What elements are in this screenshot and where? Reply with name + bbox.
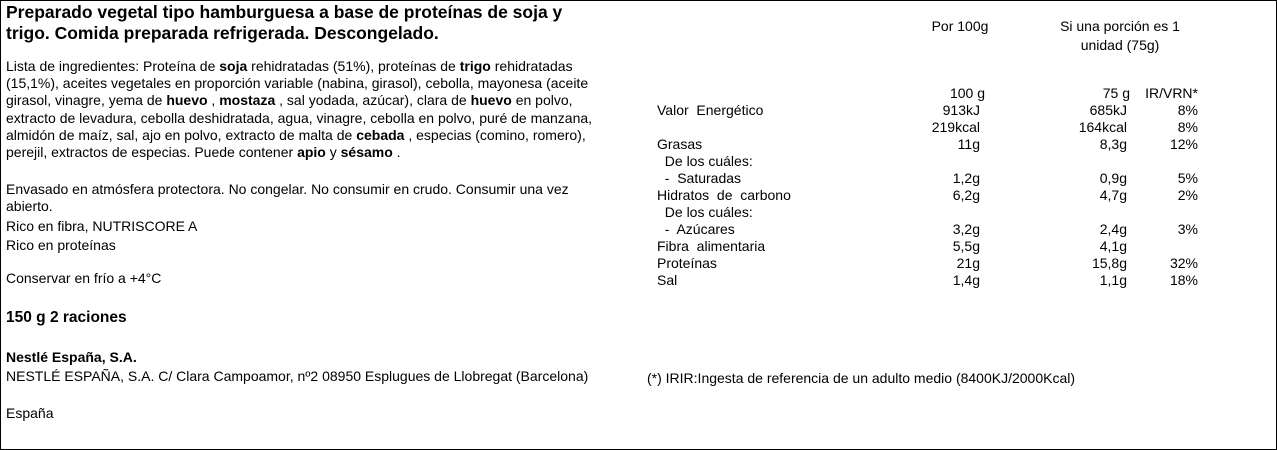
nutrient-label: - Saturadas: [657, 170, 742, 186]
nutrient-value-75g: 4,7g: [1099, 187, 1127, 203]
nutrient-label: Valor Energético: [657, 102, 764, 118]
product-title-line-1: Preparado vegetal tipo hamburguesa a base de proteínas de soja y: [6, 2, 563, 22]
allergen-text: apio: [297, 144, 326, 161]
col-header-ir: IR/VRN*: [1145, 85, 1198, 101]
nutrient-value-75g: 1,1g: [1099, 272, 1127, 288]
nutrient-value-75g: 0,9g: [1099, 170, 1127, 186]
nutrient-value-ir: 18%: [1169, 272, 1198, 288]
col-header-75g: 75 g: [1102, 85, 1130, 101]
nutrient-value-ir: 32%: [1169, 255, 1198, 271]
nutrient-label: Sal: [657, 272, 678, 288]
header-portion: [1040, 17, 1200, 55]
ingredient-text: y: [325, 144, 341, 161]
nutrient-label: De los cuáles:: [657, 204, 753, 220]
ingredient-text: en polvo, extracto de levadura, cebolla deshidratada, agua, vinagre, cebolla en polvo, puré de manzana, almidón de maíz, sal, ajo en polvo, extracto de malta de: [6, 92, 593, 143]
header-per-100g: Por 100g: [931, 18, 989, 34]
nutrient-value-100g: 5,5g: [952, 238, 980, 254]
nutrient-value-75g: 4,1g: [1099, 238, 1127, 254]
ingredient-text: Lista de ingredientes: Proteína de: [6, 58, 220, 74]
nutrient-value-75g: 2,4g: [1099, 221, 1127, 237]
nutrient-label: Grasas: [657, 136, 703, 152]
claim-proteinas: Rico en proteínas: [6, 237, 116, 253]
company-address: NESTLÉ ESPAÑA, S.A. C/ Clara Campoamor, nº2 08950 Esplugues de Llobregat (Barcelona): [6, 368, 589, 384]
storage-line-1: Envasado en atmósfera protectora. No congelar. No consumir en crudo. Consumir una vez: [6, 181, 569, 197]
nutrient-value-100g: 21g: [956, 255, 980, 271]
nutrient-value-ir: 8%: [1177, 102, 1198, 118]
nutrient-value-75g: 164kcal: [1078, 119, 1127, 135]
claim-fibra: Rico en fibra, NUTRISCORE A: [6, 218, 198, 234]
allergen-text: sésamo: [340, 144, 393, 161]
nutrient-label: Proteínas: [657, 255, 717, 271]
nutrient-value-100g: 3,2g: [952, 221, 980, 237]
ingredient-text: rehidratadas (15,1%), aceites vegetales en proporción variable (nabina, girasol), cebolla, mayonesa (aceite girasol, vinagre, yema de: [6, 58, 589, 109]
nutrient-value-75g: 685kJ: [1089, 102, 1127, 118]
allergen-text: trigo: [459, 58, 491, 74]
ingredient-text: .: [392, 144, 401, 161]
allergen-text: mostaza: [219, 92, 276, 109]
reference-footnote: (*) IRIR:Ingesta de referencia de un adulto medio (8400KJ/2000Kcal): [647, 370, 1076, 386]
allergen-text: cebada: [356, 126, 405, 143]
nutrient-value-ir: 3%: [1177, 221, 1198, 237]
ingredient-text: ,: [207, 92, 220, 109]
nutrient-value-100g: 1,4g: [952, 272, 980, 288]
ingredient-text: rehidratadas (51%), proteínas de: [247, 58, 460, 74]
ingredients-list: [6, 58, 616, 161]
product-title: [6, 2, 562, 44]
company-name: Nestlé España, S.A.: [6, 349, 137, 365]
header-portion-line-1: Si una porción es 1: [1060, 18, 1180, 34]
storage-temperature: Conservar en frío a +4°C: [6, 270, 162, 286]
nutrient-value-100g: 219kcal: [931, 119, 980, 135]
nutrient-value-100g: 913kJ: [942, 102, 980, 118]
nutrient-value-100g: 6,2g: [952, 187, 980, 203]
allergen-text: huevo: [470, 92, 512, 109]
nutrient-value-75g: 15,8g: [1091, 255, 1127, 271]
nutrient-label: Fibra alimentaria: [657, 238, 766, 254]
nutrient-value-100g: 11g: [957, 136, 980, 152]
nutrient-value-100g: 1,2g: [952, 170, 980, 186]
nutrient-label: De los cuáles:: [657, 153, 753, 169]
nutrient-label: - Azúcares: [657, 221, 735, 237]
allergen-text: huevo: [166, 92, 208, 109]
country-of-origin: España: [6, 405, 54, 421]
ingredient-text: , sal yodada, azúcar), clara de: [275, 92, 471, 109]
nutrient-value-ir: 12%: [1169, 136, 1198, 152]
header-portion-line-2: unidad (75g): [1080, 37, 1160, 53]
nutrient-label: Hidratos de carbono: [657, 187, 791, 203]
net-quantity: 150 g 2 raciones: [6, 309, 127, 326]
product-title-line-2: trigo. Comida preparada refrigerada. Descongelado.: [6, 23, 439, 43]
ingredient-text: , especias (comino, romero), perejil, extractos de especias. Puede contener: [6, 126, 586, 161]
col-header-100g: 100 g: [949, 85, 985, 101]
nutrient-value-ir: 2%: [1177, 187, 1198, 203]
nutrient-value-ir: 5%: [1177, 170, 1198, 186]
allergen-text: soja: [219, 58, 248, 74]
nutrient-value-ir: 8%: [1177, 119, 1198, 135]
storage-text: [6, 181, 569, 215]
storage-line-2: abierto.: [6, 198, 53, 214]
nutrient-value-75g: 8,3g: [1099, 136, 1127, 152]
